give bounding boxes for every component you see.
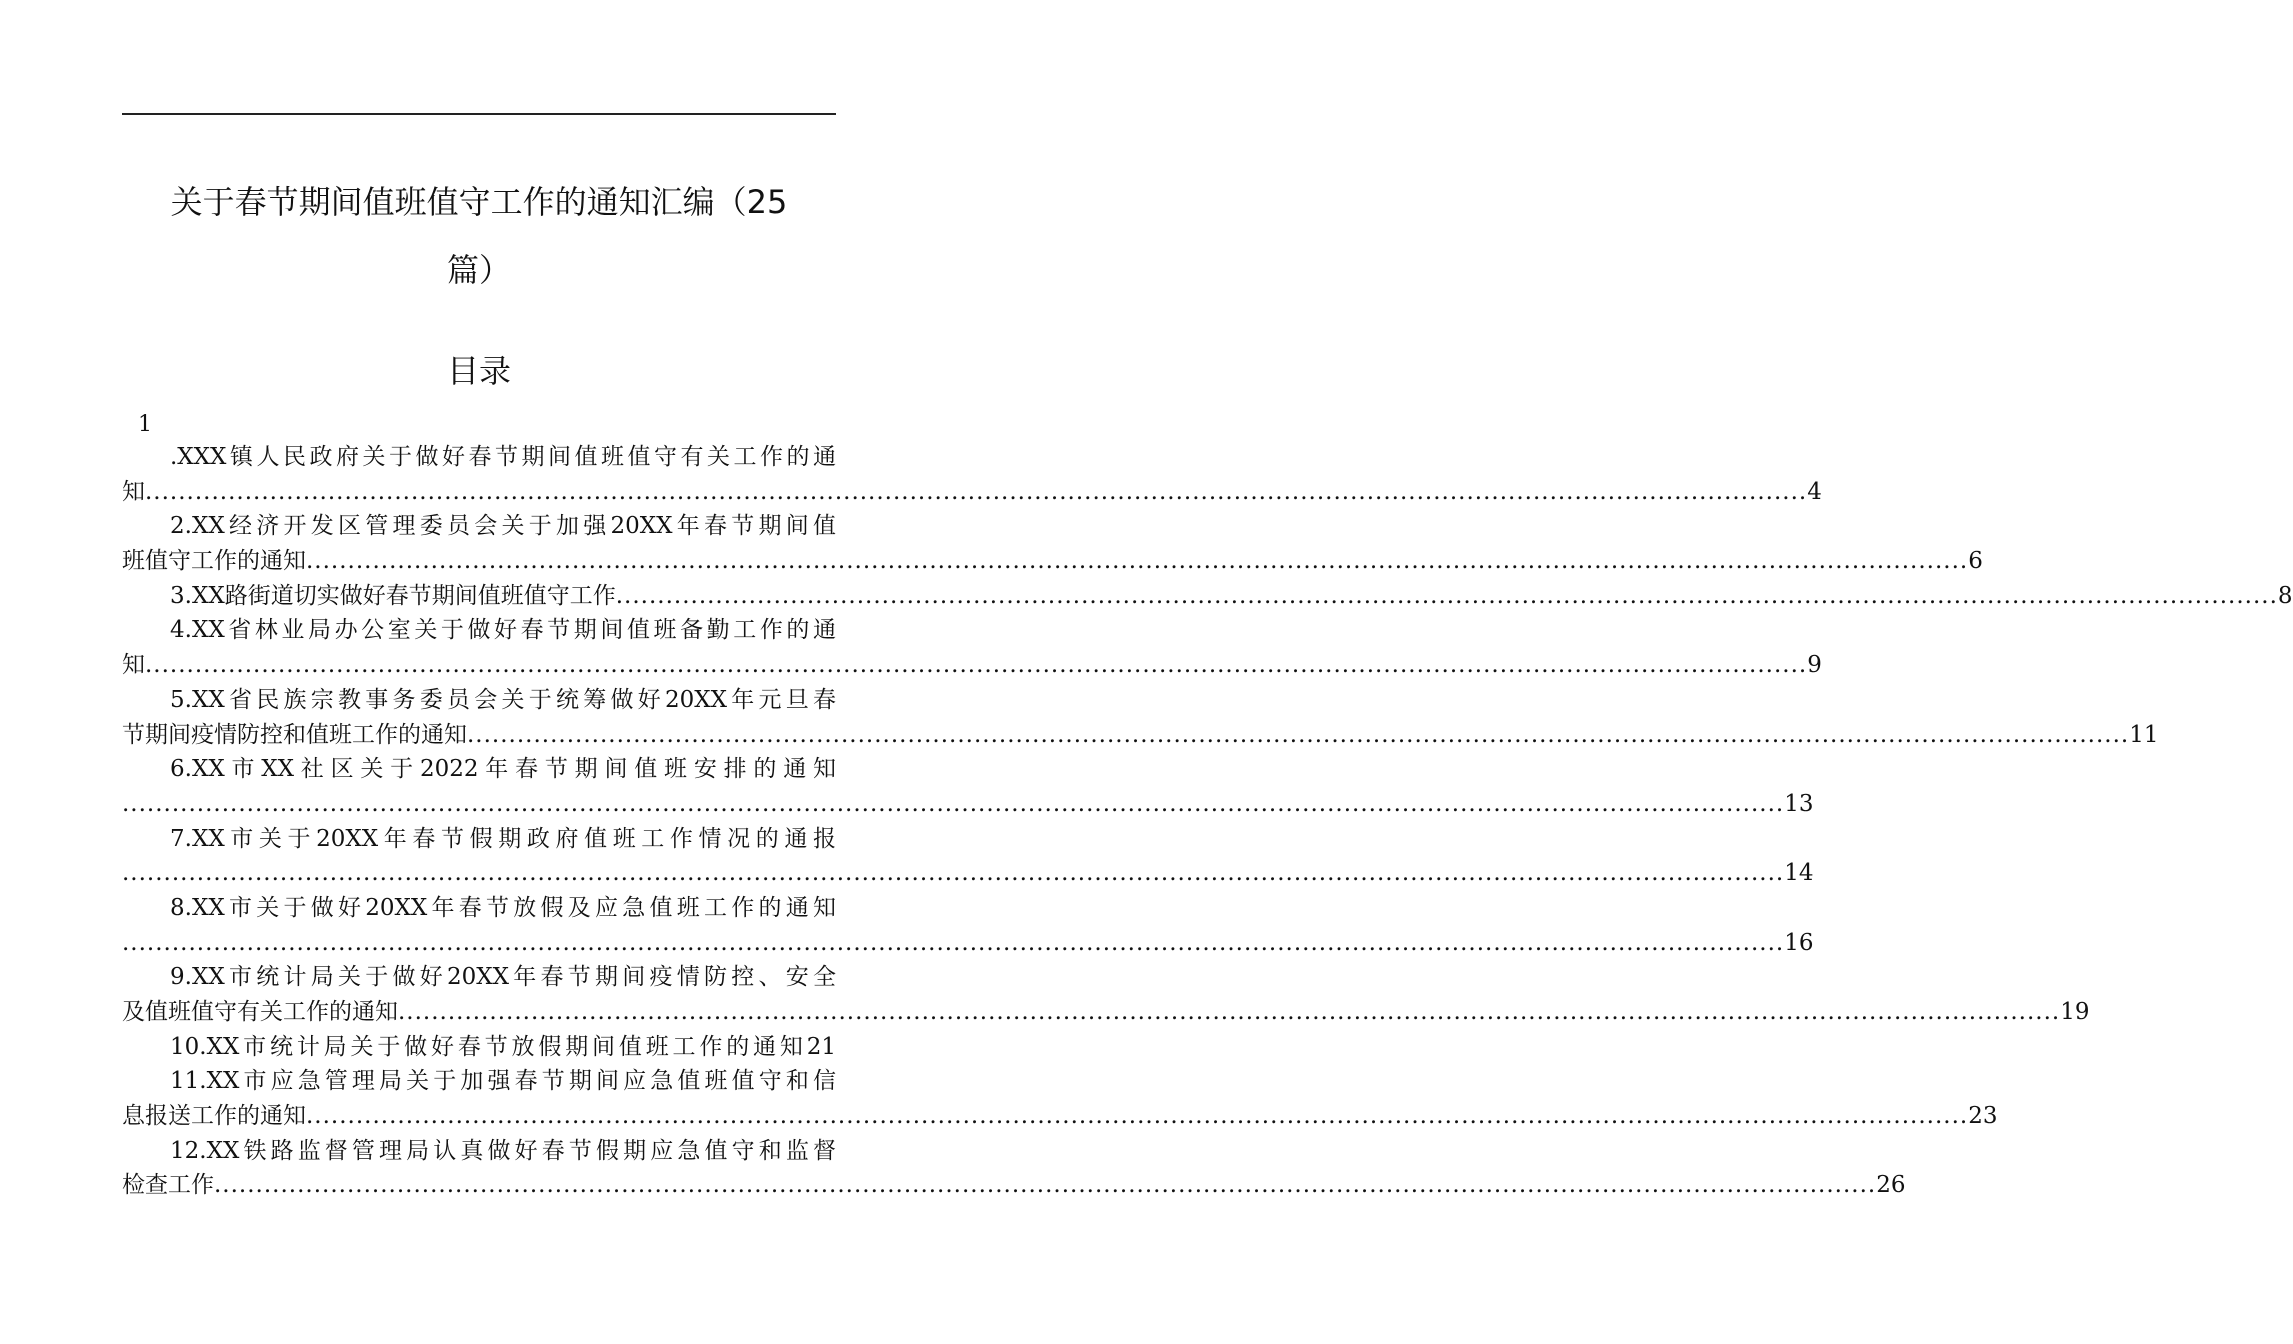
document-title [122,168,836,304]
toc-entry-line[interactable] [122,1099,1998,1134]
toc-heading: 目录 [446,352,511,390]
toc-leader-dots: ........................................................................................................................................................................................................ [214,1172,1877,1199]
toc-entry-text: 12.XX铁路监督管理局认真做好春节假期应急值守和监督 [170,1137,836,1164]
toc-leader-dots: ........................................................................................................................................................................................................ [398,999,2061,1025]
toc-entry-line[interactable] [122,613,836,648]
toc-entry-text: 3.XX路街道切实做好春节期间值班值守工作 [170,582,616,609]
toc-page-number: 9 [1807,652,1822,679]
toc-leader-dots: ........................................................................................................................................................................................................ [615,582,2278,609]
toc-page-number: 26 [1876,1172,1906,1199]
toc-entry-line[interactable] [122,926,1814,961]
title-line-1: 关于春节期间值班值守工作的通知汇编（25 [170,183,788,221]
toc-entry-line[interactable] [122,579,2293,614]
toc-entry-line[interactable] [122,683,836,718]
toc-leader-dots: ........................................................................................................................................................................................................ [145,478,1808,505]
toc-entry-line[interactable] [122,960,836,995]
toc-leader-dots: ........................................................................................................................................................................................................ [122,790,1785,817]
toc-entry-line[interactable] [122,787,1814,822]
toc-page-number: 16 [1784,929,1814,956]
table-of-contents [122,440,2293,1203]
toc-entry-line[interactable] [122,440,836,475]
toc-page-number: 4 [1807,478,1822,505]
page-marker: 1 [138,412,152,437]
toc-leader-dots: ........................................................................................................................................................................................................ [145,652,1808,679]
toc-entry-text: 10.XX市统计局关于做好春节放假期间值班工作的通知21 [170,1033,836,1060]
toc-page-number: 11 [2129,721,2159,748]
toc-entry-text: 7.XX市关于20XX年春节假期政府值班工作情况的通报 [170,825,836,852]
toc-entry-line[interactable] [122,1168,1906,1203]
toc-entry-text: 知 [122,478,145,505]
toc-entry-line[interactable] [122,1134,836,1169]
toc-entry-text: 息报送工作的通知 [122,1103,306,1130]
toc-entry-line[interactable] [122,718,2159,753]
toc-page-number: 13 [1784,790,1814,817]
toc-entry-line[interactable] [122,544,1983,579]
toc-leader-dots: ........................................................................................................................................................................................................ [122,929,1785,956]
toc-entry-line[interactable] [122,995,2090,1030]
toc-entry-line[interactable] [122,509,836,544]
toc-page-number: 23 [1968,1103,1998,1130]
toc-entry-line[interactable] [122,891,836,926]
toc-entry-text: 9.XX市统计局关于做好20XX年春节期间疫情防控、安全 [170,964,836,991]
toc-entry-line[interactable] [122,752,836,787]
toc-entry-line[interactable] [122,822,836,857]
toc-entry-text: 6.XX市XX社区关于2022年春节期间值班安排的通知 [170,756,836,783]
toc-entry-line[interactable] [122,648,1822,683]
toc-leader-dots: ........................................................................................................................................................................................................ [306,548,1969,575]
toc-entry-line[interactable] [122,1064,836,1099]
toc-entry-text: 节期间疫情防控和值班工作的通知 [122,721,467,748]
toc-entry-text: 2.XX经济开发区管理委员会关于加强20XX年春节期间值 [170,513,836,540]
toc-entry-line[interactable] [122,1030,836,1065]
toc-entry-text: 8.XX市关于做好20XX年春节放假及应急值班工作的通知 [170,894,836,921]
toc-page-number: 14 [1784,860,1814,887]
header-rule [122,113,836,115]
toc-entry-text: 检查工作 [122,1172,214,1199]
toc-entry-text: 知 [122,652,145,679]
toc-entry-line[interactable] [122,475,1822,510]
toc-entry-text: .XXX镇人民政府关于做好春节期间值班值守有关工作的通 [170,444,836,470]
toc-leader-dots: ........................................................................................................................................................................................................ [467,721,2130,748]
toc-page-number: 6 [1968,548,1983,575]
toc-entry-text: 5.XX省民族宗教事务委员会关于统筹做好20XX年元旦春 [170,686,836,713]
toc-page-number: 19 [2060,999,2090,1025]
toc-entry-text: 及值班值守有关工作的通知 [122,999,398,1025]
toc-leader-dots: ........................................................................................................................................................................................................ [306,1103,1969,1130]
toc-leader-dots: ........................................................................................................................................................................................................ [122,860,1785,887]
toc-entry-line[interactable] [122,856,1814,891]
toc-entry-text: 4.XX省林业局办公室关于做好春节期间值班备勤工作的通 [170,617,836,644]
toc-page-number: 8 [2277,582,2293,609]
toc-entry-text: 11.XX市应急管理局关于加强春节期间应急值班值守和信 [170,1068,836,1095]
toc-entry-text: 班值守工作的通知 [122,548,306,575]
title-line-2: 篇） [446,251,511,289]
